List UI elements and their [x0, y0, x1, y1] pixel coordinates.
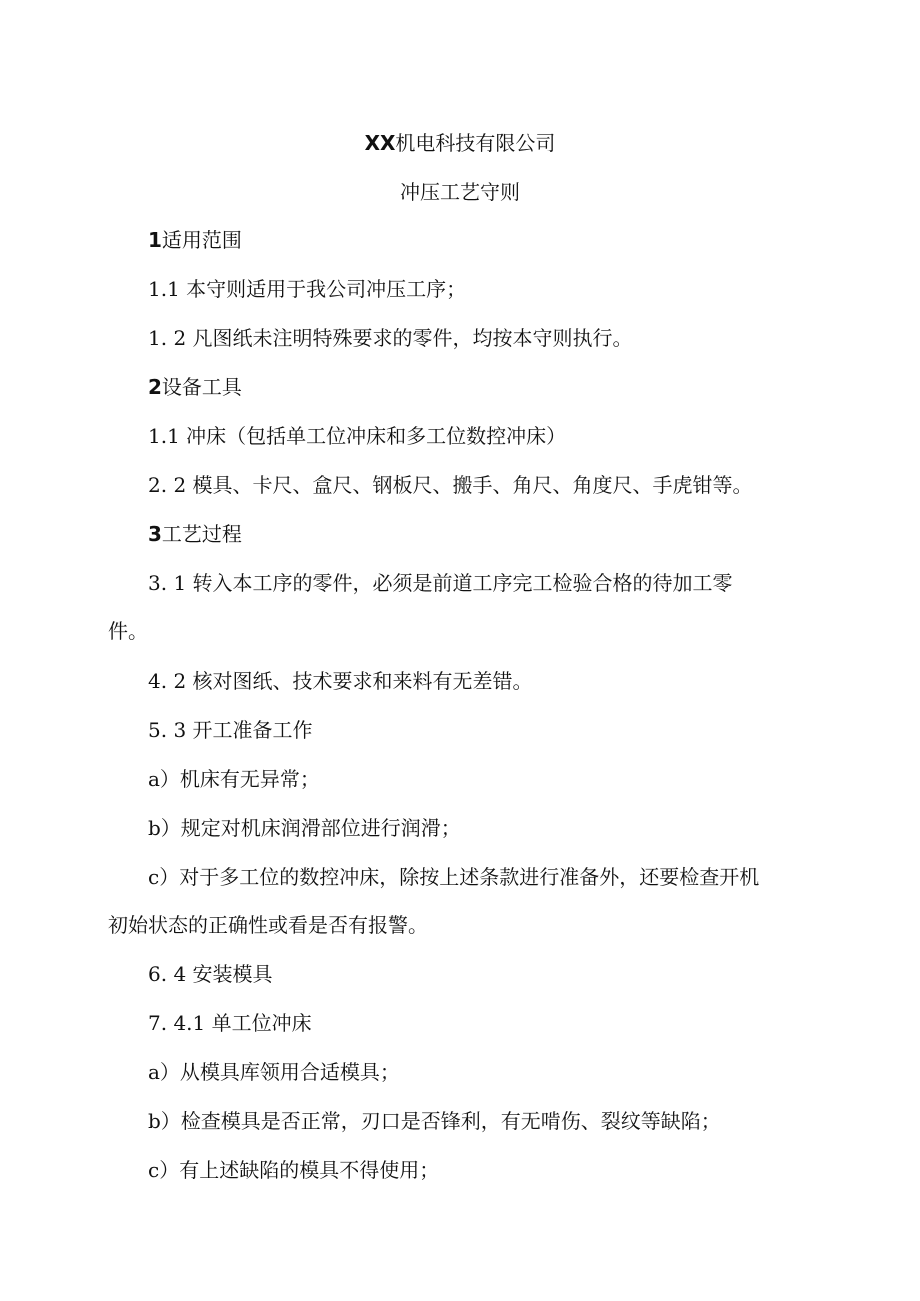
company-title-prefix: XX [364, 131, 396, 155]
clause-line: 1.1 冲床（包括单工位冲床和多工位数控冲床） [148, 424, 567, 448]
clause-line: 1. 2 凡图纸未注明特殊要求的零件，均按本守则执行。 [148, 326, 633, 350]
company-title [0, 129, 920, 157]
section-label: 工艺过程 [161, 522, 242, 546]
section-heading-equipment [148, 373, 242, 401]
clause-line: 5. 3 开工准备工作 [148, 718, 313, 742]
section-heading-scope [148, 226, 242, 254]
list-item-continuation: 初始状态的正确性或看是否有报警。 [108, 913, 428, 937]
clause-line: 7. 4.1 单工位冲床 [148, 1011, 312, 1035]
section-number: 2 [148, 375, 162, 399]
section-heading-process [148, 520, 242, 548]
list-item: b）检查模具是否正常，刃口是否锋利，有无啃伤、裂纹等缺陷； [148, 1109, 721, 1133]
section-label: 设备工具 [161, 375, 242, 399]
list-item: c）有上述缺陷的模具不得使用； [148, 1158, 440, 1182]
clause-line: 4. 2 核对图纸、技术要求和来料有无差错。 [148, 669, 533, 693]
section-label: 适用范围 [161, 228, 242, 252]
company-title-suffix: 机电科技有限公司 [395, 131, 556, 155]
clause-line: 1.1 本守则适用于我公司冲压工序； [148, 277, 467, 301]
section-number: 1 [148, 228, 162, 252]
clause-line: 2. 2 模具、卡尺、盒尺、钢板尺、搬手、角尺、角度尺、手虎钳等。 [148, 473, 753, 497]
list-item: a）从模具库领用合适模具； [148, 1060, 400, 1084]
section-number: 3 [148, 522, 162, 546]
clause-line: 3. 1 转入本工序的零件，必须是前道工序完工检验合格的待加工零 [148, 571, 733, 595]
list-item: a）机床有无异常； [148, 767, 320, 791]
clause-line-continuation: 件。 [108, 619, 148, 643]
clause-line: 6. 4 安装模具 [148, 962, 273, 986]
document-subtitle: 冲压工艺守则 [400, 180, 520, 204]
list-item: b）规定对机床润滑部位进行润滑； [148, 816, 461, 840]
list-item: c）对于多工位的数控冲床，除按上述条款进行准备外，还要检查开机 [148, 865, 760, 889]
